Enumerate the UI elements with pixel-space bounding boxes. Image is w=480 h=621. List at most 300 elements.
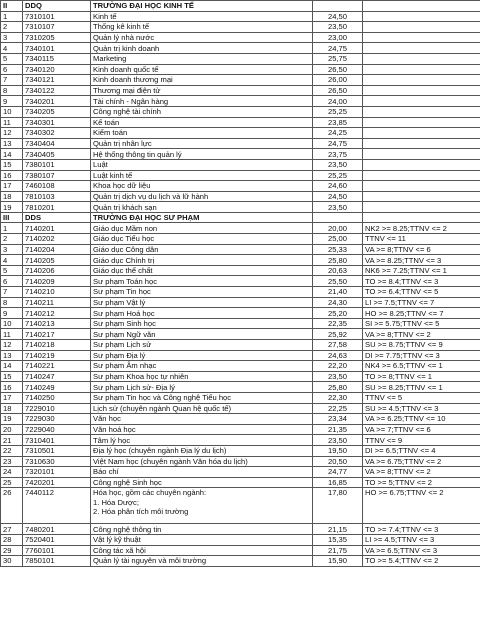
row-number-cell: 6 [1, 276, 23, 287]
row-number-cell: 15 [1, 159, 23, 170]
criteria-cell [363, 64, 480, 75]
criteria-cell [363, 53, 480, 64]
program-name-cell: Công nghệ tài chính [91, 106, 313, 117]
criteria-cell [363, 159, 480, 170]
score-cell: 24,75 [313, 43, 363, 54]
score-cell: 22,35 [313, 318, 363, 329]
score-cell: 23,50 [313, 435, 363, 446]
score-cell: 23,50 [313, 371, 363, 382]
program-code-cell: 7140217 [23, 329, 91, 340]
criteria-cell: VA >= 8;TTNV <= 2 [363, 467, 480, 478]
criteria-cell: TTNV <= 9 [363, 435, 480, 446]
row-number-cell: 1 [1, 11, 23, 22]
row-number-cell: III [1, 212, 23, 223]
row-number-cell: 11 [1, 117, 23, 128]
criteria-cell: NK2 >= 8.25;TTNV <= 2 [363, 223, 480, 234]
row-number-cell: 29 [1, 545, 23, 556]
program-code-cell: 7480201 [23, 524, 91, 535]
table-row [1, 435, 480, 446]
table-row [1, 403, 480, 414]
program-code-cell: 7140205 [23, 255, 91, 266]
table-row [1, 392, 480, 403]
row-number-cell: 14 [1, 361, 23, 372]
program-name-cell: Giáo dục Chính trị [91, 255, 313, 266]
table-row [1, 32, 480, 43]
table-row [1, 117, 480, 128]
score-cell [313, 1, 363, 12]
program-code-cell: 7340115 [23, 53, 91, 64]
score-cell: 23,85 [313, 117, 363, 128]
criteria-cell [363, 181, 480, 192]
program-code-cell: 7340101 [23, 43, 91, 54]
program-code-cell: 7340122 [23, 85, 91, 96]
program-name-cell: Quản lý tài nguyên và môi trường [91, 556, 313, 567]
criteria-cell [363, 138, 480, 149]
table-row [1, 106, 480, 117]
criteria-cell: TO >= 5;TTNV <= 2 [363, 477, 480, 488]
row-number-cell: 9 [1, 96, 23, 107]
row-number-cell: 22 [1, 445, 23, 456]
row-number-cell: 28 [1, 534, 23, 545]
table-row [1, 75, 480, 86]
table-row [1, 255, 480, 266]
score-cell: 24,77 [313, 467, 363, 478]
program-code-cell: 7380107 [23, 170, 91, 181]
program-name-cell: Sư phạm Hoá học [91, 308, 313, 319]
criteria-cell: HO >= 6.75;TTNV <= 2 [363, 488, 480, 524]
criteria-cell: NK6 >= 7.25;TTNV <= 1 [363, 265, 480, 276]
program-code-cell: 7310630 [23, 456, 91, 467]
table-row [1, 202, 480, 213]
program-code-cell: 7140211 [23, 297, 91, 308]
table-row [1, 297, 480, 308]
criteria-cell: LI >= 4.5;TTNV <= 3 [363, 534, 480, 545]
program-name-cell: Quản lý nhà nước [91, 32, 313, 43]
row-number-cell: 16 [1, 382, 23, 393]
program-code-cell: 7140201 [23, 223, 91, 234]
criteria-cell [363, 32, 480, 43]
table-row [1, 382, 480, 393]
program-name-cell: Công nghệ thông tin [91, 524, 313, 535]
program-name-cell: Sư phạm Tin học và Công nghệ Tiểu học [91, 392, 313, 403]
program-code-cell: 7140206 [23, 265, 91, 276]
program-name-line: Hóa học, gồm các chuyên ngành: [93, 488, 207, 498]
score-cell: 23,34 [313, 414, 363, 425]
table-row [1, 53, 480, 64]
program-code-cell: 7229030 [23, 414, 91, 425]
score-cell: 25,75 [313, 53, 363, 64]
row-number-cell: 10 [1, 318, 23, 329]
table-row [1, 170, 480, 181]
criteria-cell: HO >= 8.25;TTNV <= 7 [363, 308, 480, 319]
table-row [1, 128, 480, 139]
criteria-cell: VA >= 8;TTNV <= 6 [363, 244, 480, 255]
program-name-cell: Báo chí [91, 467, 313, 478]
table-row [1, 340, 480, 351]
row-number-cell: 26 [1, 488, 23, 524]
criteria-cell: SU >= 8.75;TTNV <= 9 [363, 340, 480, 351]
score-cell: 24,63 [313, 350, 363, 361]
criteria-cell [363, 96, 480, 107]
score-cell: 24,60 [313, 181, 363, 192]
program-name-cell: Quản trị kinh doanh [91, 43, 313, 54]
score-cell: 22,20 [313, 361, 363, 372]
criteria-cell [363, 128, 480, 139]
program-name-cell: Kiểm toán [91, 128, 313, 139]
program-name-cell: Kinh doanh thương mại [91, 75, 313, 86]
program-code-cell: 7310205 [23, 32, 91, 43]
program-name-cell: Giáo dục Công dân [91, 244, 313, 255]
program-code-cell: 7310107 [23, 22, 91, 33]
score-cell: 26,50 [313, 85, 363, 96]
program-name-cell: Việt Nam học (chuyên ngành Văn hóa du lịch) [91, 456, 313, 467]
score-cell: 23,50 [313, 22, 363, 33]
criteria-cell: SU >= 4.5;TTNV <= 3 [363, 403, 480, 414]
score-cell: 20,00 [313, 223, 363, 234]
row-number-cell: 2 [1, 22, 23, 33]
program-code-cell: 7310501 [23, 445, 91, 456]
criteria-cell: TO >= 8;TTNV <= 1 [363, 371, 480, 382]
program-code-cell: 7850101 [23, 556, 91, 567]
program-code-cell: 7140247 [23, 371, 91, 382]
criteria-cell: TTNV <= 5 [363, 392, 480, 403]
score-cell: 25,20 [313, 308, 363, 319]
row-number-cell: 17 [1, 392, 23, 403]
criteria-cell [363, 22, 480, 33]
row-number-cell: 14 [1, 149, 23, 160]
criteria-cell [363, 11, 480, 22]
row-number-cell: 19 [1, 202, 23, 213]
program-code-cell: 7320101 [23, 467, 91, 478]
table-row [1, 138, 480, 149]
program-code-cell: 7140210 [23, 287, 91, 298]
score-cell: 24,00 [313, 96, 363, 107]
program-name-cell: Kế toán [91, 117, 313, 128]
criteria-cell: TO >= 7.4;TTNV <= 3 [363, 524, 480, 535]
table-row [1, 488, 480, 524]
program-code-cell: 7140213 [23, 318, 91, 329]
program-code-cell: 7340302 [23, 128, 91, 139]
table-row [1, 11, 480, 22]
table-row [1, 524, 480, 535]
program-code-cell: 7420201 [23, 477, 91, 488]
program-code-cell: DDQ [23, 1, 91, 12]
criteria-cell: TO >= 5.4;TTNV <= 2 [363, 556, 480, 567]
program-name-line: 2. Hóa phân tích môi trường [93, 507, 189, 517]
row-number-cell: 9 [1, 308, 23, 319]
program-name-cell: Khoa học dữ liệu [91, 181, 313, 192]
score-cell: 25,00 [313, 234, 363, 245]
table-row [1, 467, 480, 478]
table-row [1, 64, 480, 75]
program-code-cell: 7340405 [23, 149, 91, 160]
program-name-cell: Sư phạm Địa lý [91, 350, 313, 361]
table-row [1, 318, 480, 329]
program-code-cell: 7340201 [23, 96, 91, 107]
criteria-cell [363, 43, 480, 54]
criteria-cell [363, 149, 480, 160]
score-cell: 24,75 [313, 138, 363, 149]
program-name-cell: Công tác xã hội [91, 545, 313, 556]
program-name-cell: TRƯỜNG ĐẠI HỌC KINH TẾ [91, 1, 313, 12]
program-name-cell [91, 488, 313, 524]
table-row [1, 159, 480, 170]
row-number-cell: 30 [1, 556, 23, 567]
program-name-cell: Giáo dục Mầm non [91, 223, 313, 234]
program-name-cell: Sư phạm Lịch sử [91, 340, 313, 351]
program-code-cell: 7340404 [23, 138, 91, 149]
program-name-cell: TRƯỜNG ĐẠI HỌC SƯ PHẠM [91, 212, 313, 223]
program-name-cell: Sư phạm Toán học [91, 276, 313, 287]
score-cell: 15,90 [313, 556, 363, 567]
program-name-cell: Sư phạm Khoa học tự nhiên [91, 371, 313, 382]
score-cell: 25,80 [313, 255, 363, 266]
score-cell: 19,50 [313, 445, 363, 456]
row-number-cell: 4 [1, 43, 23, 54]
table-row [1, 244, 480, 255]
criteria-cell [363, 212, 480, 223]
criteria-cell: DI >= 6.5;TTNV <= 4 [363, 445, 480, 456]
table-row [1, 424, 480, 435]
score-cell: 26,00 [313, 75, 363, 86]
row-number-cell: 3 [1, 244, 23, 255]
table-row [1, 545, 480, 556]
row-number-cell: 8 [1, 297, 23, 308]
program-code-cell: 7140202 [23, 234, 91, 245]
table-row [1, 149, 480, 160]
criteria-cell: LI >= 7.5;TTNV <= 7 [363, 297, 480, 308]
criteria-cell: DI >= 7.75;TTNV <= 3 [363, 350, 480, 361]
row-number-cell: 20 [1, 424, 23, 435]
score-cell: 24,30 [313, 297, 363, 308]
row-number-cell: 27 [1, 524, 23, 535]
score-cell: 16,85 [313, 477, 363, 488]
score-cell: 24,25 [313, 128, 363, 139]
row-number-cell: 7 [1, 287, 23, 298]
program-name-cell: Sư phạm Vật lý [91, 297, 313, 308]
row-number-cell: 5 [1, 265, 23, 276]
program-name-cell: Lịch sử (chuyên ngành Quan hệ quốc tế) [91, 403, 313, 414]
score-cell: 26,50 [313, 64, 363, 75]
score-cell: 21,40 [313, 287, 363, 298]
program-code-cell: 7140250 [23, 392, 91, 403]
criteria-cell: TO >= 6.4;TTNV <= 5 [363, 287, 480, 298]
score-cell: 25,92 [313, 329, 363, 340]
program-name-cell: Luật kinh tế [91, 170, 313, 181]
row-number-cell: 25 [1, 477, 23, 488]
program-code-cell: 7810103 [23, 191, 91, 202]
program-code-cell: DDS [23, 212, 91, 223]
score-cell: 25,33 [313, 244, 363, 255]
table-row [1, 181, 480, 192]
row-number-cell: II [1, 1, 23, 12]
score-cell: 23,00 [313, 32, 363, 43]
criteria-cell: SU >= 8.25;TTNV <= 1 [363, 382, 480, 393]
table-row [1, 414, 480, 425]
score-cell: 25,80 [313, 382, 363, 393]
score-cell: 22,25 [313, 403, 363, 414]
program-name-cell: Giáo dục Tiểu học [91, 234, 313, 245]
program-name-cell: Sư phạm Sinh học [91, 318, 313, 329]
score-cell: 23,50 [313, 159, 363, 170]
row-number-cell: 13 [1, 350, 23, 361]
criteria-cell [363, 85, 480, 96]
program-code-cell: 7810201 [23, 202, 91, 213]
row-number-cell: 18 [1, 403, 23, 414]
program-name-cell: Luật [91, 159, 313, 170]
criteria-cell: SI >= 5.75;TTNV <= 5 [363, 318, 480, 329]
table-row [1, 350, 480, 361]
row-number-cell: 17 [1, 181, 23, 192]
table-row [1, 85, 480, 96]
row-number-cell: 11 [1, 329, 23, 340]
program-code-cell: 7140209 [23, 276, 91, 287]
table-row [1, 276, 480, 287]
score-cell: 21,35 [313, 424, 363, 435]
program-name-cell: Địa lý học (chuyên ngành Địa lý du lịch) [91, 445, 313, 456]
score-cell: 24,50 [313, 11, 363, 22]
row-number-cell: 12 [1, 128, 23, 139]
program-code-cell: 7140218 [23, 340, 91, 351]
row-number-cell: 2 [1, 234, 23, 245]
table-row [1, 329, 480, 340]
program-name-cell: Văn học [91, 414, 313, 425]
criteria-cell: NK4 >= 6.5;TTNV <= 1 [363, 361, 480, 372]
criteria-cell [363, 106, 480, 117]
criteria-cell: TO >= 8.4;TTNV <= 3 [363, 276, 480, 287]
row-number-cell: 12 [1, 340, 23, 351]
row-number-cell: 15 [1, 371, 23, 382]
table-row [1, 445, 480, 456]
table-row [1, 556, 480, 567]
score-cell: 25,25 [313, 106, 363, 117]
program-name-cell: Kinh doanh quốc tế [91, 64, 313, 75]
program-code-cell: 7760101 [23, 545, 91, 556]
program-code-cell: 7140204 [23, 244, 91, 255]
table-row [1, 287, 480, 298]
criteria-cell: VA >= 8;TTNV <= 2 [363, 329, 480, 340]
program-code-cell: 7340205 [23, 106, 91, 117]
row-number-cell: 23 [1, 456, 23, 467]
table-row [1, 265, 480, 276]
program-name-cell: Quản trị dịch vụ du lịch và lữ hành [91, 191, 313, 202]
table-row [1, 456, 480, 467]
score-cell: 23,50 [313, 202, 363, 213]
program-name-cell: Marketing [91, 53, 313, 64]
table-row [1, 371, 480, 382]
row-number-cell: 4 [1, 255, 23, 266]
criteria-cell: VA >= 6.75;TTNV <= 2 [363, 456, 480, 467]
table-body [1, 1, 480, 567]
row-number-cell: 1 [1, 223, 23, 234]
score-cell: 27,58 [313, 340, 363, 351]
score-cell: 20,50 [313, 456, 363, 467]
criteria-cell [363, 191, 480, 202]
row-number-cell: 8 [1, 85, 23, 96]
table-row [1, 43, 480, 54]
program-name-line: 1. Hóa Dược; [93, 497, 139, 507]
score-cell [313, 212, 363, 223]
criteria-cell [363, 170, 480, 181]
score-cell: 21,75 [313, 545, 363, 556]
program-name-cell: Vật lý kỹ thuật [91, 534, 313, 545]
score-cell: 22,30 [313, 392, 363, 403]
program-code-cell: 7440112 [23, 488, 91, 524]
table-row [1, 22, 480, 33]
program-name-cell: Hệ thống thông tin quản lý [91, 149, 313, 160]
table-row [1, 96, 480, 107]
table-row [1, 234, 480, 245]
score-cell: 15,35 [313, 534, 363, 545]
row-number-cell: 7 [1, 75, 23, 86]
program-code-cell: 7229040 [23, 424, 91, 435]
table-row [1, 534, 480, 545]
table-row [1, 308, 480, 319]
program-code-cell: 7140249 [23, 382, 91, 393]
program-code-cell: 7340301 [23, 117, 91, 128]
program-name-cell: Công nghệ Sinh học [91, 477, 313, 488]
program-code-cell: 7310101 [23, 11, 91, 22]
score-cell: 20,63 [313, 265, 363, 276]
row-number-cell: 5 [1, 53, 23, 64]
program-code-cell: 7520401 [23, 534, 91, 545]
criteria-cell [363, 1, 480, 12]
program-name-cell: Văn hoá học [91, 424, 313, 435]
section-header-row [1, 1, 480, 12]
program-name-cell: Kinh tế [91, 11, 313, 22]
row-number-cell: 16 [1, 170, 23, 181]
criteria-cell: VA >= 6.5;TTNV <= 3 [363, 545, 480, 556]
section-header-row [1, 212, 480, 223]
program-name-cell: Tâm lý học [91, 435, 313, 446]
table-row [1, 223, 480, 234]
score-cell: 24,50 [313, 191, 363, 202]
program-name-cell: Tài chính - Ngân hàng [91, 96, 313, 107]
score-cell: 25,25 [313, 170, 363, 181]
program-name-cell: Quản trị khách sạn [91, 202, 313, 213]
score-cell: 25,50 [313, 276, 363, 287]
row-number-cell: 13 [1, 138, 23, 149]
row-number-cell: 6 [1, 64, 23, 75]
program-code-cell: 7460108 [23, 181, 91, 192]
row-number-cell: 24 [1, 467, 23, 478]
row-number-cell: 19 [1, 414, 23, 425]
program-code-cell: 7140219 [23, 350, 91, 361]
table-row [1, 191, 480, 202]
program-name-cell: Giáo dục thể chất [91, 265, 313, 276]
score-cell: 17,80 [313, 488, 363, 524]
program-name-cell: Sư phạm Tin học [91, 287, 313, 298]
table-row [1, 361, 480, 372]
criteria-cell [363, 117, 480, 128]
score-cell: 21,15 [313, 524, 363, 535]
criteria-cell [363, 202, 480, 213]
program-code-cell: 7340121 [23, 75, 91, 86]
program-name-cell: Thương mại điện tử [91, 85, 313, 96]
program-code-cell: 7140221 [23, 361, 91, 372]
criteria-cell: TTNV <= 11 [363, 234, 480, 245]
program-code-cell: 7140212 [23, 308, 91, 319]
criteria-cell: VA >= 7;TTNV <= 6 [363, 424, 480, 435]
table-row [1, 477, 480, 488]
program-name-cell: Sư phạm Âm nhạc [91, 361, 313, 372]
row-number-cell: 10 [1, 106, 23, 117]
row-number-cell: 21 [1, 435, 23, 446]
program-name-cell: Thống kê kinh tế [91, 22, 313, 33]
criteria-cell [363, 75, 480, 86]
criteria-cell: VA >= 6.25;TTNV <= 10 [363, 414, 480, 425]
program-name-cell: Sư phạm Ngữ văn [91, 329, 313, 340]
